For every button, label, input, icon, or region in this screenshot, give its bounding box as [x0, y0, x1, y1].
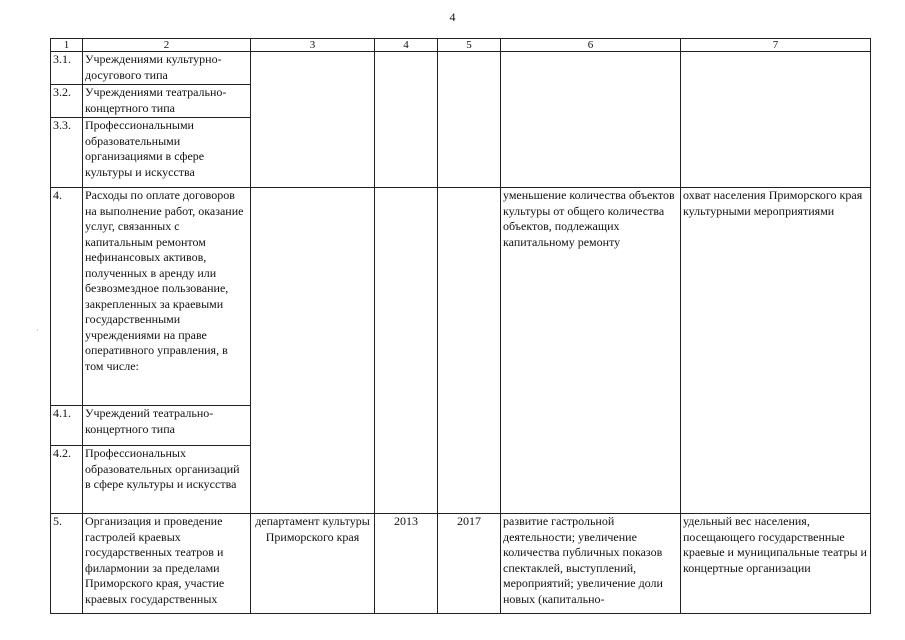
empty-cell: [375, 188, 438, 514]
row-number: 3.3.: [51, 118, 83, 188]
row-number: 3.2.: [51, 85, 83, 118]
row-name: Учреждениями театрально-концертного типа: [83, 85, 251, 118]
row-name: Организация и проведение гастролей краевых государственных театров и филармонии за пределами Приморского края, участие краевых государственных: [83, 514, 251, 614]
row-number: 5.: [51, 514, 83, 614]
row-indicator: удельный вес населения, посещающего государственные краевые и муниципальные театры и концертные организации: [681, 514, 871, 614]
row-start-year: 2013: [375, 514, 438, 614]
table-row: [51, 188, 871, 406]
row-number: 3.1.: [51, 52, 83, 85]
row-end-year: 2017: [438, 514, 501, 614]
table-row: [51, 514, 871, 614]
header-row: [51, 39, 871, 52]
program-table: [50, 38, 871, 614]
empty-cell: [438, 188, 501, 514]
header-cell: 7: [681, 39, 871, 52]
row-name: Учреждениями культурно-досугового типа: [83, 52, 251, 85]
row-name: Учреждений театрально-концертного типа: [83, 406, 251, 446]
row-number: 4.: [51, 188, 83, 406]
row-result: уменьшение количества объектов культуры от общего количества объектов, подлежащих капитальному ремонту: [501, 188, 681, 514]
empty-cell: [251, 188, 375, 514]
header-cell: 6: [501, 39, 681, 52]
empty-cell: [501, 52, 681, 188]
row-result: развитие гастрольной деятельности; увеличение количества публичных показов спектаклей, выступлений, мероприятий; увеличение доли новых (капитально-: [501, 514, 681, 614]
header-cell: 5: [438, 39, 501, 52]
empty-cell: [375, 52, 438, 188]
row-number: 4.1.: [51, 406, 83, 446]
header-cell: 1: [51, 39, 83, 52]
row-indicator: охват населения Приморского края культурными мероприятиями: [681, 188, 871, 514]
page-number: 4: [449, 10, 456, 24]
empty-cell: [681, 52, 871, 188]
empty-cell: [438, 52, 501, 188]
header-cell: 4: [375, 39, 438, 52]
empty-cell: [251, 52, 375, 188]
row-executor: департамент культуры Приморского края: [251, 514, 375, 614]
row-name: Расходы по оплате договоров на выполнение работ, оказание услуг, связанных с капитальным ремонтом нефинансовых активов, полученных в аренду или безвозмездное пользование, закрепленных за краевыми государственными учреждениями на праве оперативного управления, в том числе:: [83, 188, 251, 406]
row-number: 4.2.: [51, 446, 83, 514]
margin-mark: ·: [36, 326, 39, 335]
row-name: Профессиональными образовательными организациями в сфере культуры и искусства: [83, 118, 251, 188]
row-name: Профессиональных образовательных организаций в сфере культуры и искусства: [83, 446, 251, 514]
header-cell: 2: [83, 39, 251, 52]
table-row: [51, 52, 871, 85]
header-cell: 3: [251, 39, 375, 52]
